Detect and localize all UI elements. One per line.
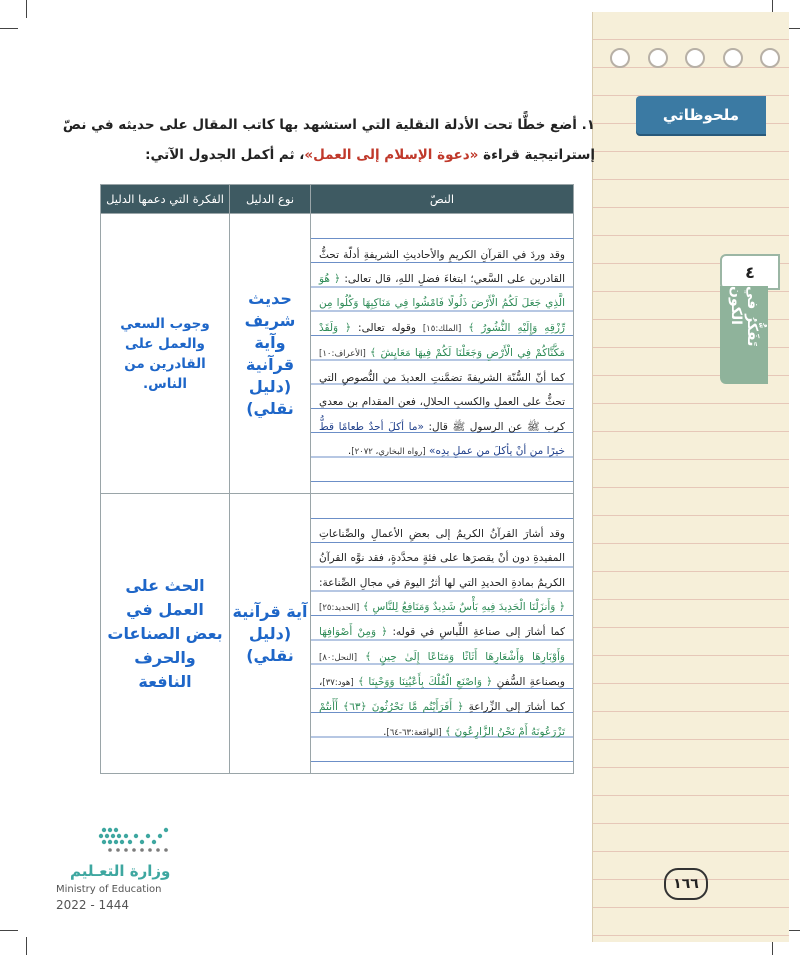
crop-mark [0,930,18,931]
hadith-quote: «ما أكلَ أحدٌ طعامًا قطُّ خيرًا من أنْ يأكلَ من عملِ يدِه» [319,420,565,458]
binder-holes [610,48,780,68]
passage-text: كما أشارَ إلى صناعةِ اللِّباسِ في قوله: [387,626,565,639]
passage-text: كما أنّ السُّنّة الشريفةَ تضمَّنتِ العديدَ من النُّصوصِ التي تحثُّ على العملِ والكسبِ الحلالِ، فعن المقدام بن معدي كرب ﷺ عن الرسول ﷺ قال: [319,372,565,433]
idea-cell: وجوب السعي والعمل على القادرين من الناس. [101,214,230,494]
question-line-1: ١. أضع خطًّا تحت الأدلة النقلية التي استشهد بها كاتب المقال على حديثه في نصّ [62,117,595,133]
binder-hole [648,48,668,68]
citation: [رواه البخاري، ٢٠٧٢] [351,447,426,458]
citation: [الحديد:٢٥] [319,603,360,614]
citation: [النحل:٨٠] [319,652,358,663]
question-text: إستراتيجية قراءة [478,147,595,163]
edition-year: 2022 - 1444 [56,898,130,912]
quran-verse: ﴿ هُوَ الَّذِي جَعَلَ لَكُمُ الْأَرْضَ ذَلُولًا فَامْشُوا فِي مَنَاكِبِهَا وَكُلُوا مِن رِّزْقِهِ وَإِلَيْهِ النُّشُورُ ﴾ [319,272,566,334]
quran-verse: ﴿ وَاصْنَعِ الْفُلْكَ بِأَعْيُنِنَا وَوَحْيِنَا ﴾ [357,675,493,688]
header-idea: الفكرة التي دعمها الدليل [101,185,230,214]
quran-verse: ﴿ وَلَقَدْ مَكَّنَّاكُمْ فِي الْأَرْضِ وَجَعَلْنَا لَكُمْ فِيهَا مَعَايِشَ ﴾ [319,321,565,359]
citation: [الواقعة:٦٣-٦٤] [386,727,442,738]
table-row [101,494,574,774]
citation: [الملك:١٥] [422,323,462,334]
crop-mark [0,28,18,29]
header-evidence-type: نوع الدليل [230,185,311,214]
quran-verse: ﴿ وَأَنزَلْنَا الْحَدِيدَ فِيهِ بَأْسٌ شَدِيدٌ وَمَنَافِعُ لِلنَّاسِ ﴾ [362,601,565,614]
evidence-table [100,184,574,774]
unit-title: تَفَكُّرُ في الكون [728,286,760,347]
evidence-type-cell: حديث شريف وآية قرآنية (دليل نقلي) [230,214,311,494]
binder-hole [723,48,743,68]
ministry-name-arabic: وزارة التعـليم [70,862,171,880]
citation: [الأعراف:١٠] [319,348,366,359]
crop-mark [26,0,27,18]
evidence-type-cell: آية قرآنية (دليل نقلي) [230,494,311,774]
notebook-panel [592,12,789,942]
ministry-logo-icon [96,824,176,864]
page-number: ١٦٦ [664,868,708,900]
passage-text: . [347,445,352,458]
passage-text: وبصناعةِ السُّفنِ [492,675,565,688]
table-header-row [101,185,574,214]
question [30,110,595,170]
quran-verse: ﴿ أَفَرَأَيْتُم مَّا تَحْرُثُونَ ﴿٦٣﴾ أَأَنتُمْ تَزْرَعُونَهُ أَمْ نَحْنُ الزَّارِعُونَ ﴾ [319,701,565,738]
passage-cell [311,214,574,494]
passage-text: ، كما أشارَ إلى الزِّراعةِ [319,675,566,714]
crop-mark [26,937,27,955]
unit-title-tab [720,286,768,384]
citation: [هود:٣٧] [322,677,354,688]
question-text: ، ثم أكمل الجدول الآتي: [145,147,305,163]
unit-number: ٤ [720,254,780,290]
idea-cell: الحث على العمل في بعض الصناعات والحرف النافعة [101,494,230,774]
quran-verse: ﴿ وَمِنْ أَصْوَافِهَا وَأَوْبَارِهَا وَأَشْعَارِهَا أَثَاثًا وَمَتَاعًا إِلَىٰ حِينٍ ﴾ [319,626,566,663]
table-row [101,214,574,494]
passage-text: وقد وردَ في القرآنِ الكريمِ والأحاديثِ الشريفةِ أدلّة تحثُّ القادرين على السَّعي؛ ابتغاءَ فضلِ اللهِ، قال تعالى: [319,248,565,285]
ministry-name-english: Ministry of Education [56,884,162,895]
header-text: النصّ [311,185,574,214]
binder-hole [610,48,630,68]
passage-cell [311,494,574,774]
notes-tab: ملحوظاتي [636,96,766,134]
passage-text: وقوله تعالى: [351,321,423,334]
passage-text: . [383,725,387,738]
passage-text: وقد أشارَ القرآنُ الكريمُ إلى بعضِ الأعمالِ والصِّناعاتِ المفيدةِ دون أنْ يقصرَها على فئةٍ محدَّدةٍ، فقد نوَّه القرآنُ الكريمُ بمادةِ الحديدِ التي لها أثرُ اليومَ في مجالِ الصِّناعة: [319,528,565,589]
question-highlight: «دعوة الإسلام إلى العمل» [304,147,479,163]
binder-hole [760,48,780,68]
binder-hole [685,48,705,68]
question-line-2 [30,140,595,170]
